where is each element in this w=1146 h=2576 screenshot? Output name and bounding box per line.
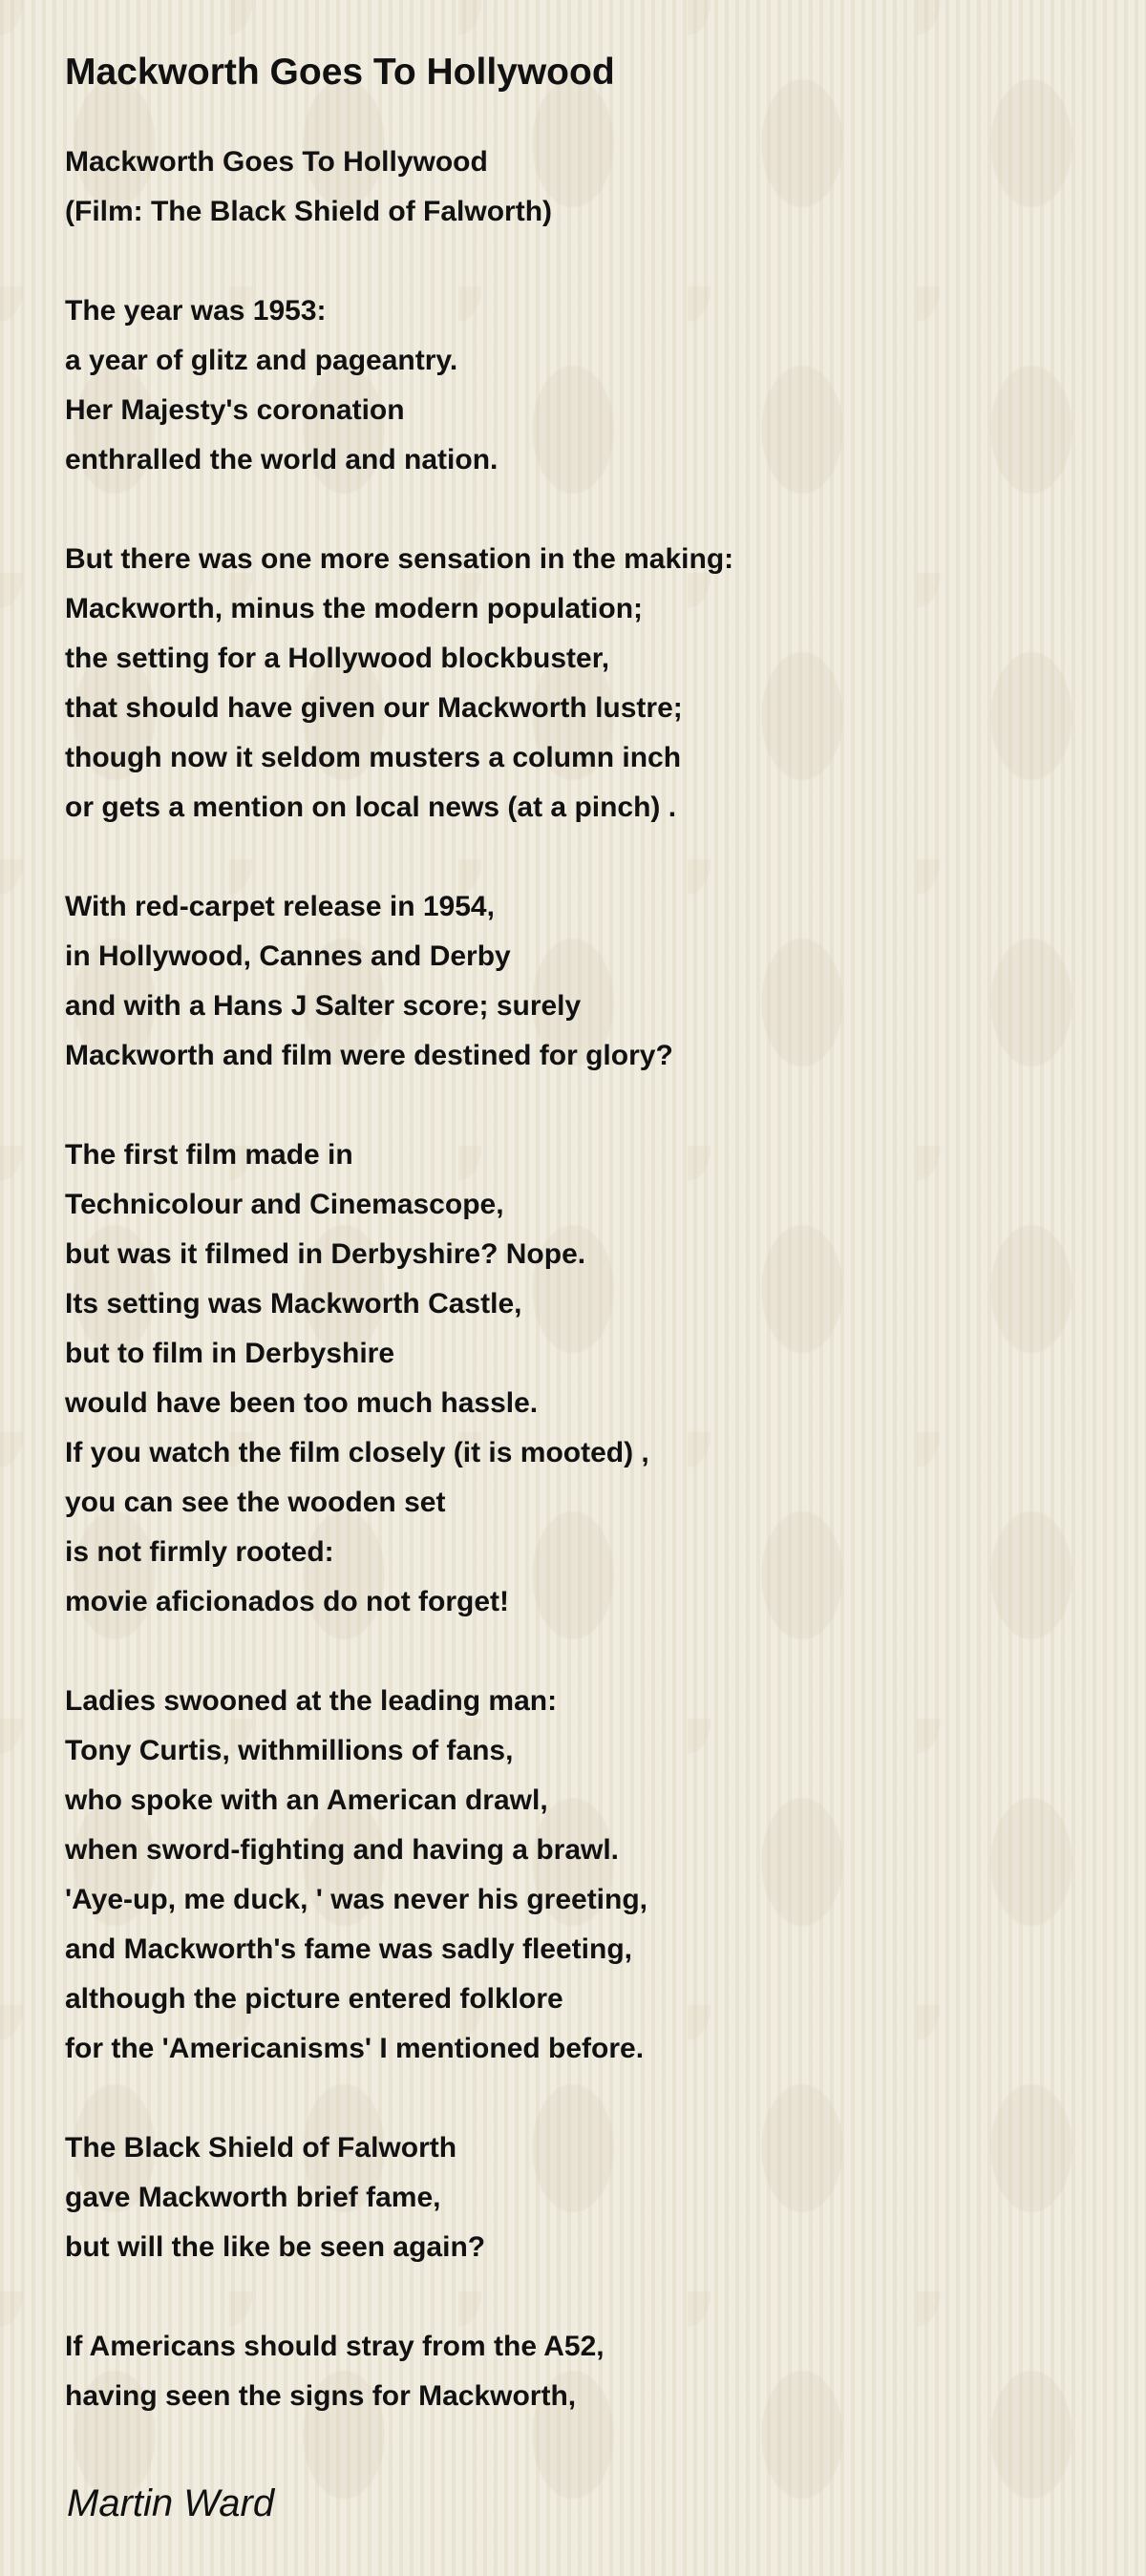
- poem-line: but to film in Derbyshire: [65, 1338, 395, 1369]
- poem-line: Mackworth Goes To Hollywood: [65, 146, 488, 178]
- poem-line: Mackworth and film were destined for glory?: [65, 1040, 673, 1071]
- poem-line: Its setting was Mackworth Castle,: [65, 1288, 522, 1320]
- poem-line: movie aficionados do not forget!: [65, 1586, 510, 1617]
- poem-line: the setting for a Hollywood blockbuster,: [65, 643, 610, 674]
- poem-line: Technicolour and Cinemascope,: [65, 1189, 504, 1220]
- poem-line: that should have given our Mackworth lustre;: [65, 692, 683, 724]
- poem-line: or gets a mention on local news (at a pinch) .: [65, 792, 677, 823]
- poem-stanza: [65, 1677, 1146, 2074]
- poem-line: The year was 1953:: [65, 295, 327, 327]
- poem-line: enthralled the world and nation.: [65, 444, 499, 475]
- poem-line: although the picture entered folklore: [65, 1983, 563, 2015]
- poem-line: Mackworth, minus the modern population;: [65, 593, 644, 624]
- poem-line: and with a Hans J Salter score; surely: [65, 990, 582, 1022]
- poem-author[interactable]: Martin Ward: [67, 2482, 275, 2524]
- poem-line: If Americans should stray from the A52,: [65, 2331, 605, 2362]
- poem-line: a year of glitz and pageantry.: [65, 345, 458, 376]
- poem-line: With red-carpet release in 1954,: [65, 891, 495, 922]
- poem-stanza: [65, 882, 1146, 1081]
- poem-line: would have been too much hassle.: [65, 1387, 539, 1419]
- poem-line: But there was one more sensation in the making:: [65, 543, 734, 575]
- poem-line: you can see the wooden set: [65, 1487, 446, 1518]
- poem-stanza: [65, 137, 1146, 237]
- poem-line: (Film: The Black Shield of Falworth): [65, 196, 553, 227]
- poem-stanza: [65, 2322, 1146, 2421]
- poem-stanza: [65, 1130, 1146, 1627]
- poem-line: If you watch the film closely (it is mooted) ,: [65, 1437, 649, 1468]
- poem-line: though now it seldom musters a column inch: [65, 742, 682, 773]
- poem-line: The first film made in: [65, 1139, 353, 1171]
- poem-line: in Hollywood, Cannes and Derby: [65, 940, 511, 972]
- poem-line: and Mackworth's fame was sadly fleeting,: [65, 1933, 632, 1965]
- poem-line: having seen the signs for Mackworth,: [65, 2380, 577, 2412]
- poem-body: [65, 137, 1146, 2421]
- poem-line: who spoke with an American drawl,: [65, 1784, 548, 1816]
- poem-line: is not firmly rooted:: [65, 1536, 334, 1568]
- poem-stanza: [65, 2123, 1146, 2272]
- poem-line: Tony Curtis, withmillions of fans,: [65, 1735, 514, 1766]
- poem-line: for the 'Americanisms' I mentioned before.: [65, 2033, 645, 2064]
- poem-line: 'Aye-up, me duck, ' was never his greeting,: [65, 1884, 648, 1915]
- poem-line: when sword-fighting and having a brawl.: [65, 1834, 620, 1866]
- poem-line: but was it filmed in Derbyshire? Nope.: [65, 1238, 586, 1270]
- poem-line: gave Mackworth brief fame,: [65, 2182, 441, 2213]
- poem-stanza: [65, 535, 1146, 833]
- poem-line: Her Majesty's coronation: [65, 394, 405, 426]
- poem-line: but will the like be seen again?: [65, 2231, 486, 2263]
- poem-stanza: [65, 286, 1146, 485]
- poem-line: Ladies swooned at the leading man:: [65, 1685, 558, 1717]
- poem-line: The Black Shield of Falworth: [65, 2132, 457, 2164]
- page-title: Mackworth Goes To Hollywood: [65, 52, 615, 93]
